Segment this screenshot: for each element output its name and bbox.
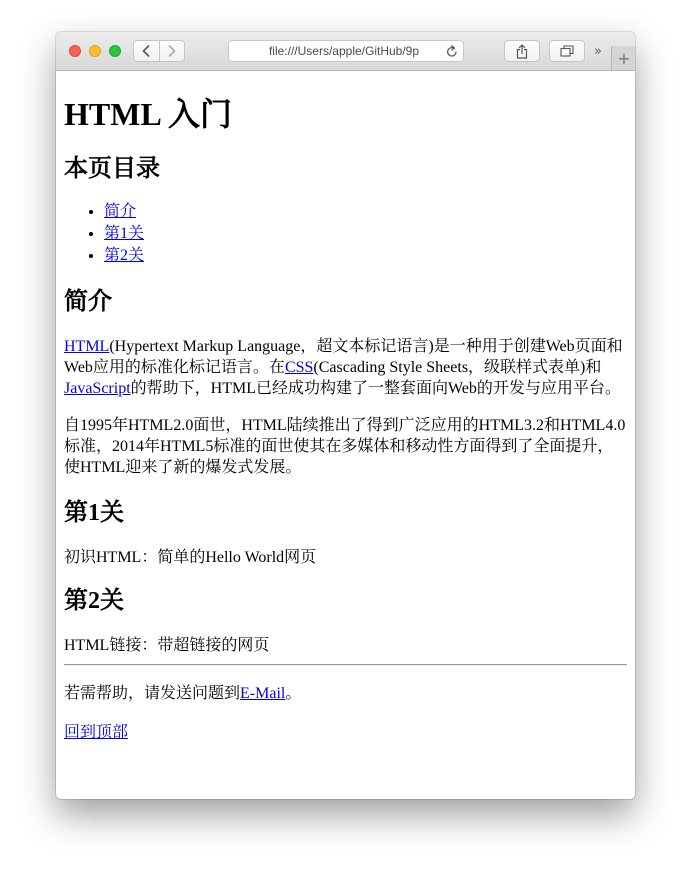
page-content xyxy=(56,71,635,799)
back-to-top-link[interactable]: 回到顶部 xyxy=(64,724,129,741)
footer-divider xyxy=(64,664,627,666)
toc-list xyxy=(64,201,627,267)
help-text-before: 若需帮助，请发送问题到 xyxy=(64,685,241,702)
level2-text: HTML链接：带超链接的网页 xyxy=(64,637,270,654)
intro-text-2: (Cascading Style Sheets，级联样式表单)和 xyxy=(313,359,602,376)
help-text-after: 。 xyxy=(285,685,302,702)
history-nav xyxy=(133,40,185,62)
toc-item xyxy=(104,201,627,223)
css-link[interactable]: CSS xyxy=(284,359,314,376)
level1-text: 初识HTML：简单的Hello World网页 xyxy=(64,549,317,566)
back-to-top xyxy=(64,722,627,743)
tabs-icon xyxy=(560,45,574,57)
new-tab-button[interactable] xyxy=(611,46,635,70)
reload-button[interactable] xyxy=(441,45,463,58)
close-window-button[interactable] xyxy=(69,45,81,57)
plus-icon: + xyxy=(617,48,631,68)
javascript-link[interactable]: JavaScript xyxy=(64,380,131,397)
toc-link-level2[interactable]: 第2关 xyxy=(104,247,145,264)
forward-button[interactable] xyxy=(159,41,185,61)
intro-text-3: 的帮助下，HTML已经成功构建了一整套面向Web的开发与应用平台。 xyxy=(130,380,621,397)
toc-item xyxy=(104,223,627,245)
toolbar-overflow-button[interactable] xyxy=(590,41,606,61)
chevron-left-icon xyxy=(142,45,150,57)
share-button[interactable] xyxy=(504,40,540,62)
intro-text-1: (Hypertext Markup Language，超文本标记语言)是一种用于创建Web页面和Web应用的标准化标记语言。在 xyxy=(64,338,623,376)
minimize-window-button[interactable] xyxy=(89,45,101,57)
zoom-window-button[interactable] xyxy=(109,45,121,57)
level1-heading: 第1关 xyxy=(64,500,124,526)
intro-paragraph-1 xyxy=(64,336,627,399)
toc-item xyxy=(104,245,627,267)
double-chevron-icon: » xyxy=(594,43,602,59)
browser-toolbar xyxy=(56,32,635,71)
share-icon xyxy=(516,44,528,59)
email-link[interactable]: E-Mail xyxy=(240,685,286,702)
intro-paragraph-2: 自1995年HTML2.0面世，HTML陆续推出了得到广泛应用的HTML3.2和HTML4.0标准，2014年HTML5标准的面世使其在多媒体和移动性方面得到了全面提升，使HTML迎来了新的爆发式发展。 xyxy=(64,417,626,476)
toc-link-intro[interactable]: 简介 xyxy=(104,203,137,220)
back-button[interactable] xyxy=(134,41,159,61)
show-tabs-button[interactable] xyxy=(549,40,585,62)
toc-link-level1[interactable]: 第1关 xyxy=(104,225,145,242)
address-bar[interactable] xyxy=(228,40,464,62)
level2-heading: 第2关 xyxy=(64,588,124,614)
html-link[interactable]: HTML xyxy=(64,338,110,355)
url-text[interactable]: file:///Users/apple/GitHub/9p xyxy=(268,44,420,58)
page-title: HTML 入门 xyxy=(64,96,233,132)
toc-heading: 本页目录 xyxy=(64,156,160,182)
chevron-right-icon xyxy=(168,45,176,57)
help-text xyxy=(64,683,627,704)
reload-icon xyxy=(446,45,458,58)
browser-window xyxy=(56,32,635,799)
intro-heading: 简介 xyxy=(64,289,112,315)
